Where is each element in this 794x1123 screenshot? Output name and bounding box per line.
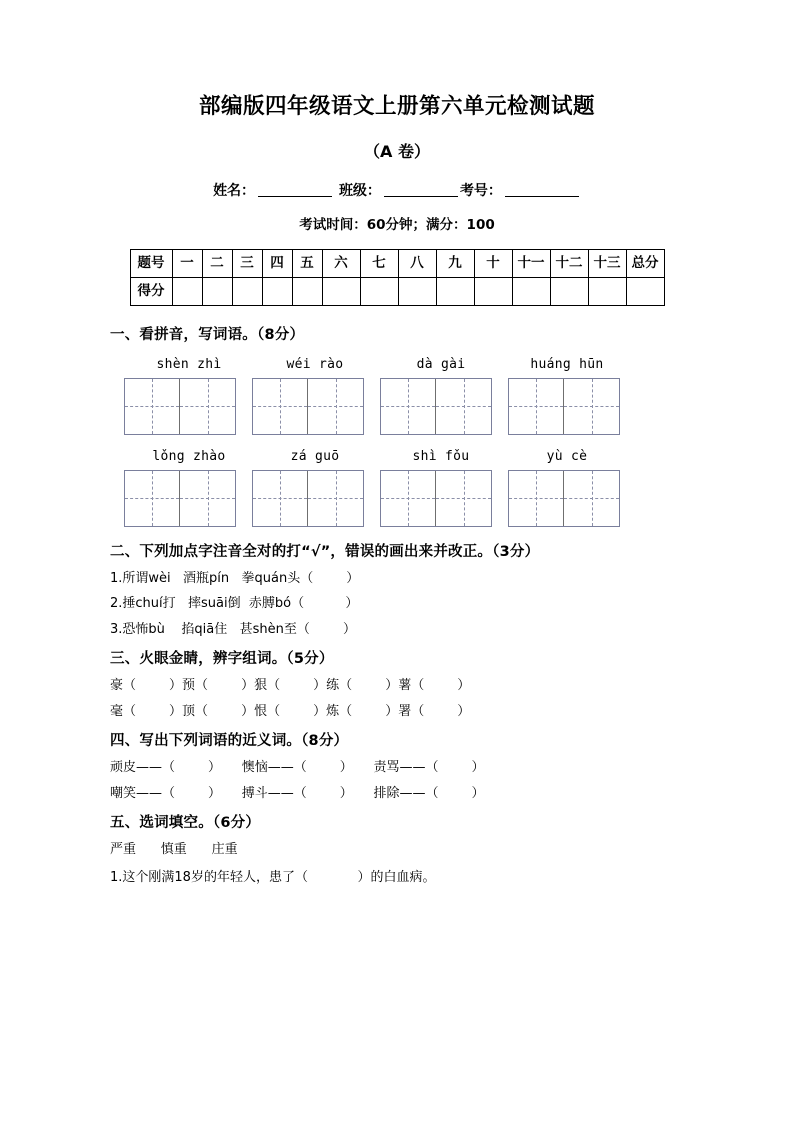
section-1-pinyin-row-2 <box>110 449 684 464</box>
score-cell-9[interactable] <box>436 277 474 305</box>
writing-grid-cell[interactable] <box>564 379 619 434</box>
page-title: 部编版四年级语文上册第六单元检测试题 <box>198 94 595 119</box>
section-3-title: 三、火眼金睛，辨字组词。（5分） <box>110 651 334 668</box>
score-cell-13[interactable] <box>588 277 626 305</box>
section-1 <box>110 326 684 527</box>
score-col-12: 十二 <box>550 249 588 277</box>
section-4 <box>110 732 684 802</box>
table-row-scores <box>130 277 664 305</box>
section-5-title: 五、选词填空。（6分） <box>110 815 261 832</box>
pinyin-long-zhao: lǒng zhào <box>152 448 226 464</box>
pinyin-huang-hun: huáng hūn <box>530 356 604 372</box>
score-cell-12[interactable] <box>550 277 588 305</box>
score-col-2: 二 <box>202 249 232 277</box>
section-2-item-2[interactable]: 2.捶chuí打 摔suāi倒 赤膊bó（ ） <box>110 596 359 612</box>
name-label: 姓名： <box>213 182 256 199</box>
score-cell-11[interactable] <box>512 277 550 305</box>
section-2-item-3[interactable]: 3.恐怖bù 掐qiā住 甚shèn至（ ） <box>110 621 356 637</box>
pinyin-da-gai: dà gài <box>416 356 466 372</box>
section-4-row-2[interactable]: 嘲笑——（ ） 搏斗——（ ） 排除——（ ） <box>110 785 485 801</box>
score-table-label-question: 题号 <box>130 249 172 277</box>
score-cell-2[interactable] <box>202 277 232 305</box>
score-col-13: 十三 <box>588 249 626 277</box>
score-cell-6[interactable] <box>322 277 360 305</box>
score-col-9: 九 <box>436 249 474 277</box>
section-1-writing-grid-row-1 <box>110 378 684 435</box>
score-col-11: 十一 <box>512 249 550 277</box>
exam-id-label: 考号： <box>459 182 502 199</box>
writing-grid-group-4[interactable] <box>508 378 620 435</box>
name-input-blank[interactable] <box>258 196 332 197</box>
table-row-question-numbers <box>130 249 664 277</box>
pinyin-shen-zhi: shèn zhì <box>156 356 222 372</box>
writing-grid-cell[interactable] <box>564 471 619 526</box>
writing-grid-group-3[interactable] <box>380 378 492 435</box>
section-1-title: 一、看拼音，写词语。（8分） <box>110 326 305 343</box>
pinyin-za-guo: zá guō <box>290 448 340 464</box>
section-1-pinyin-row-1 <box>110 357 684 372</box>
score-table-label-score: 得分 <box>130 277 172 305</box>
writing-grid-cell[interactable] <box>436 379 491 434</box>
pinyin-shi-fou: shì fǒu <box>412 448 470 464</box>
score-col-1: 一 <box>172 249 202 277</box>
section-4-row-1[interactable]: 顽皮——（ ） 懊恼——（ ） 责骂——（ ） <box>110 760 485 776</box>
writing-grid-group-6[interactable] <box>252 470 364 527</box>
section-3 <box>110 650 684 720</box>
class-label: 班级： <box>338 182 381 199</box>
score-cell-total[interactable] <box>626 277 664 305</box>
writing-grid-cell[interactable] <box>436 471 491 526</box>
writing-grid-group-5[interactable] <box>124 470 236 527</box>
paper-version-subtitle: （A 卷） <box>364 141 430 161</box>
writing-grid-cell[interactable] <box>308 471 363 526</box>
section-2 <box>110 543 684 638</box>
score-col-7: 七 <box>360 249 398 277</box>
writing-grid-group-7[interactable] <box>380 470 492 527</box>
score-col-5: 五 <box>292 249 322 277</box>
score-cell-4[interactable] <box>262 277 292 305</box>
score-col-8: 八 <box>398 249 436 277</box>
exam-duration-and-total: 考试时间：60分钟；满分：100 <box>299 216 495 233</box>
writing-grid-cell[interactable] <box>180 471 235 526</box>
section-5-item-1[interactable]: 1.这个刚满18岁的年轻人，患了（ ）的白血病。 <box>110 869 436 885</box>
section-4-title: 四、写出下列词语的近义词。（8分） <box>110 733 349 750</box>
writing-grid-cell[interactable] <box>509 379 564 434</box>
writing-grid-cell[interactable] <box>253 379 308 434</box>
writing-grid-group-2[interactable] <box>252 378 364 435</box>
score-col-3: 三 <box>232 249 262 277</box>
score-cell-10[interactable] <box>474 277 512 305</box>
score-cell-8[interactable] <box>398 277 436 305</box>
writing-grid-cell[interactable] <box>253 471 308 526</box>
score-col-total: 总分 <box>626 249 664 277</box>
writing-grid-cell[interactable] <box>509 471 564 526</box>
writing-grid-group-8[interactable] <box>508 470 620 527</box>
writing-grid-cell[interactable] <box>180 379 235 434</box>
section-3-row-2[interactable]: 毫（ ）顶（ ）恨（ ）炼（ ）署（ ） <box>110 703 471 719</box>
score-col-4: 四 <box>262 249 292 277</box>
score-table <box>130 249 665 306</box>
section-2-title: 二、下列加点字注音全对的打“√”，错误的画出来并改正。（3分） <box>110 543 540 560</box>
score-cell-7[interactable] <box>360 277 398 305</box>
student-info-line <box>110 161 684 200</box>
writing-grid-cell[interactable] <box>381 379 436 434</box>
writing-grid-cell[interactable] <box>125 471 180 526</box>
score-col-10: 十 <box>474 249 512 277</box>
section-5 <box>110 814 684 886</box>
writing-grid-group-1[interactable] <box>124 378 236 435</box>
pinyin-yu-ce: yù cè <box>546 448 588 464</box>
writing-grid-cell[interactable] <box>308 379 363 434</box>
section-2-item-1[interactable]: 1.所谓wèi 酒瓶pín 拳quán头（ ） <box>110 570 360 586</box>
exam-id-input-blank[interactable] <box>505 196 579 197</box>
section-3-row-1[interactable]: 豪（ ）预（ ）狠（ ）练（ ）薯（ ） <box>110 678 471 694</box>
score-table-wrapper <box>110 233 684 306</box>
score-cell-3[interactable] <box>232 277 262 305</box>
writing-grid-cell[interactable] <box>381 471 436 526</box>
section-5-word-bank: 严重 慎重 庄重 <box>110 842 238 858</box>
score-cell-5[interactable] <box>292 277 322 305</box>
score-col-6: 六 <box>322 249 360 277</box>
score-cell-1[interactable] <box>172 277 202 305</box>
pinyin-wei-rao: wéi rào <box>286 356 344 372</box>
class-input-blank[interactable] <box>384 196 458 197</box>
section-1-writing-grid-row-2 <box>110 470 684 527</box>
writing-grid-cell[interactable] <box>125 379 180 434</box>
